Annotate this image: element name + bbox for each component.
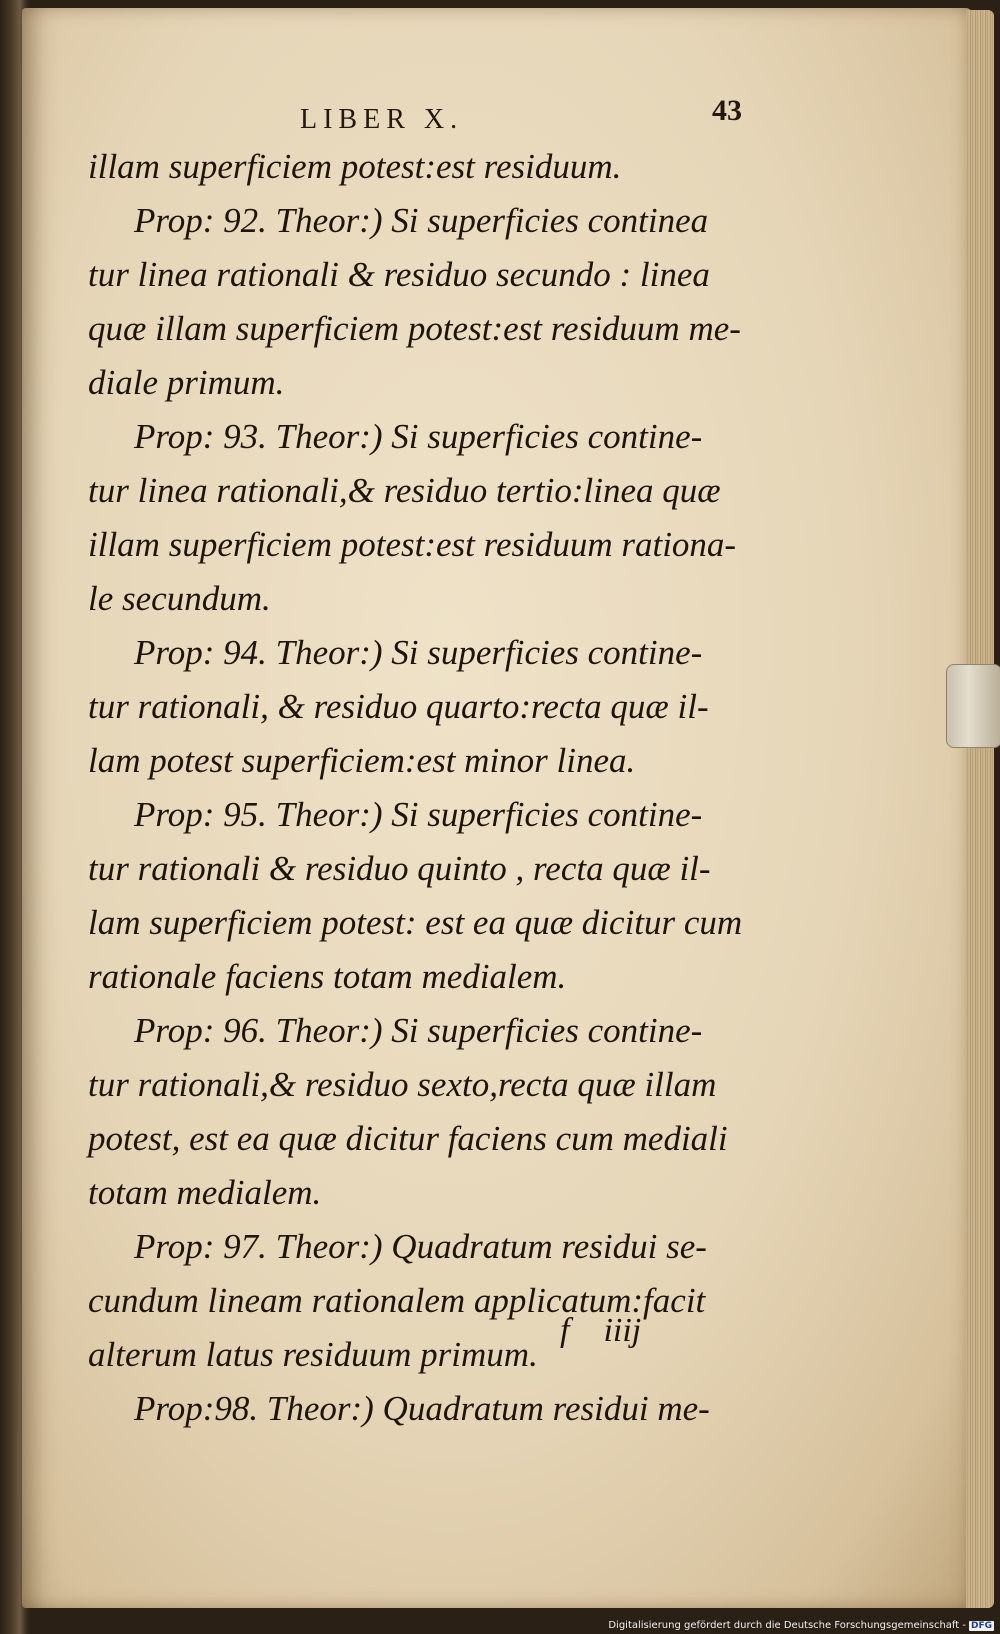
text-line: Prop: 94. Theor:) Si superficies contine- [134, 633, 703, 672]
dfg-logo-icon: DFG [970, 1620, 992, 1631]
page-fore-edge [966, 10, 994, 1608]
text-line: Prop: 95. Theor:) Si superficies contine- [134, 795, 703, 834]
page-clip [946, 664, 1000, 748]
text-line: illam superficiem potest:est residuum. [88, 147, 622, 186]
digitization-credit [608, 1620, 994, 1631]
text-line: totam medialem. [88, 1173, 322, 1212]
text-line: quæ illam superficiem potest:est residuum me- [88, 309, 741, 348]
text-line: lam potest superficiem:est minor linea. [88, 741, 636, 780]
text-line: tur rationali, & residuo quarto:recta quæ il- [88, 687, 709, 726]
text-line: diale primum. [88, 363, 285, 402]
text-block [88, 140, 788, 1436]
text-line: Prop: 92. Theor:) Si superficies continea [134, 201, 709, 240]
running-head: LIBER X. [300, 104, 464, 135]
page-number: 43 [712, 94, 742, 127]
credit-text: Digitalisierung gefördert durch die Deutsche Forschungsgemeinschaft - [608, 1620, 966, 1631]
text-line: tur linea rationali,& residuo tertio:linea quæ [88, 471, 721, 510]
text-line: cundum lineam rationalem applicatum:facit [88, 1281, 706, 1320]
text-line: Prop: 97. Theor:) Quadratum residui se- [134, 1227, 707, 1266]
text-line: tur linea rationali & residuo secundo : linea [88, 255, 710, 294]
text-line: le secundum. [88, 579, 271, 618]
signature-mark: f iiij [560, 1312, 642, 1349]
text-line: potest, est ea quæ dicitur faciens cum mediali [88, 1119, 728, 1158]
text-line: rationale faciens totam medialem. [88, 957, 567, 996]
text-line: Prop: 93. Theor:) Si superficies contine- [134, 417, 703, 456]
text-line: illam superficiem potest:est residuum rationa- [88, 525, 737, 564]
text-line: alterum latus residuum primum. [88, 1335, 538, 1374]
text-line: Prop: 96. Theor:) Si superficies contine- [134, 1011, 703, 1050]
text-line: Prop:98. Theor:) Quadratum residui me- [134, 1389, 710, 1428]
text-line: tur rationali & residuo quinto , recta quæ il- [88, 849, 711, 888]
text-line: tur rationali,& residuo sexto,recta quæ illam [88, 1065, 717, 1104]
text-line: lam superficiem potest: est ea quæ dicitur cum [88, 903, 743, 942]
